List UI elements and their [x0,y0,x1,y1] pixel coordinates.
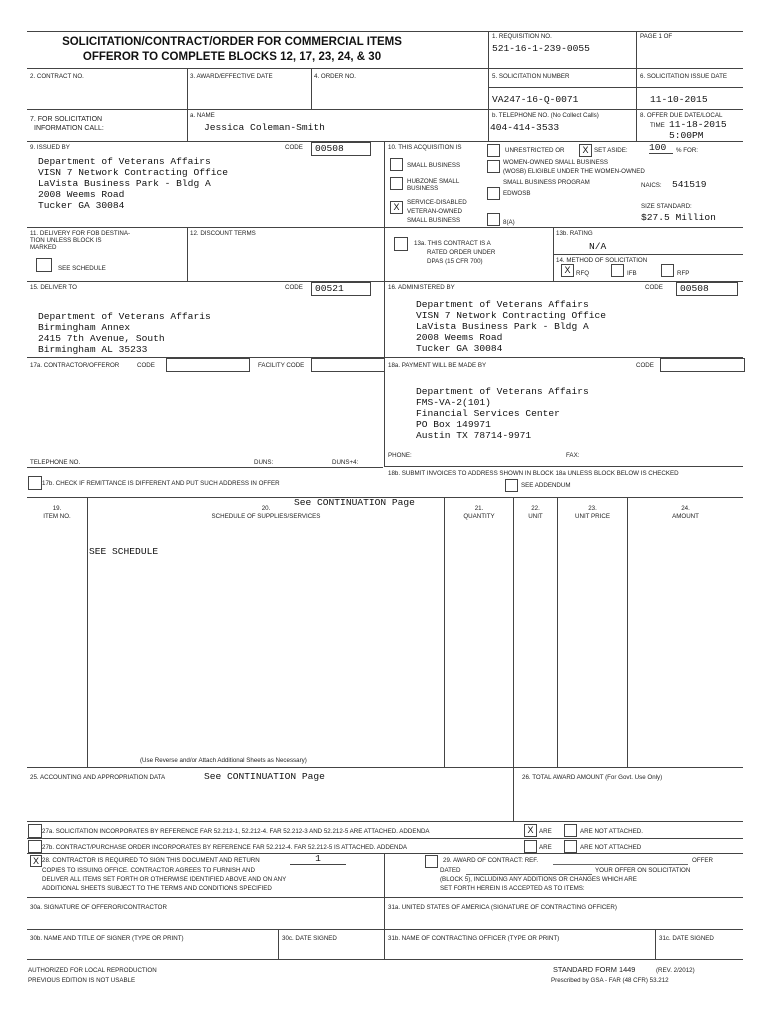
remittance-checkbox[interactable] [28,476,42,490]
sdvosb-label-1: SERVICE-DISABLED [407,199,467,206]
info-call-label-1: 7. FOR SOLICITATION [30,116,103,123]
wosb-label-1: WOMEN-OWNED SMALL BUSINESS [503,159,608,166]
admin-address-line: Department of Veterans Affairs [416,299,589,310]
clause-27b-text: 27b. CONTRACT/PURCHASE ORDER INCORPORATES BY REFERENCE FAR 52.212-4. FAR 52.212-5 IS ATTACHED. ADDENDA [42,844,408,851]
schedule-entry: SEE SCHEDULE [89,546,159,557]
rule [27,838,743,839]
rfq-label: RFQ [576,270,590,277]
small-business-label: SMALL BUSINESS [407,162,461,169]
rating-label: 13b. RATING [556,230,593,237]
deliver-code-box[interactable] [311,282,371,296]
award-29-line1: 29. AWARD OF CONTRACT: REF. [443,857,539,864]
rule [27,141,743,142]
edwosb-checkbox[interactable] [487,187,500,200]
deliver-code-value: 00521 [315,283,344,294]
rule [27,853,743,854]
continuation-page-note: See CONTINUATION Page [294,497,415,508]
telephone-value[interactable]: 404-414-3533 [490,122,560,133]
requisition-value[interactable]: 521-16-1-239-0055 [492,43,590,54]
signer-name-label: 30b. NAME AND TITLE OF SIGNER (TYPE OR PRINT) [30,935,184,942]
admin-code-box[interactable] [676,282,738,296]
edwosb-label: EDWOSB [503,190,531,197]
small-business-checkbox[interactable] [390,158,403,171]
issued-address-line: LaVista Business Park - Bldg A [38,178,211,189]
rated-label-3: DPAS (15 CFR 700) [427,258,483,265]
rule [488,87,743,88]
rule [27,227,743,228]
footer-prev: PREVIOUS EDITION IS NOT USABLE [28,977,136,984]
clause-27a-text: 27a. SOLICITATION INCORPORATES BY REFERENCE FAR 52.212-1, 52.212-4. FAR 52.212-3 AND 52.212-5 ARE ATTACHED. ADDENDA [42,828,430,835]
officer-name-label: 31b. NAME OF CONTRACTING OFFICER (TYPE OR PRINT) [388,935,560,942]
rule [87,497,88,767]
see-schedule-label: SEE SCHEDULE [58,265,106,272]
col-item-no-label: ITEM NO. [43,513,71,520]
rule [311,68,312,109]
rfp-label: RFP [677,270,690,277]
clause-28-line4: ADDITIONAL SHEETS SUBJECT TO THE TERMS AND CONDITIONS SPECIFIED [42,885,272,892]
dated-line[interactable] [466,874,592,875]
contractor-label: 17a. CONTRACTOR/OFFEROR [30,362,120,369]
form-title-line2: OFFEROR TO COMPLETE BLOCKS 12, 17, 23, 24, & 30 [82,51,382,63]
addenda-27a-not-checkbox[interactable] [564,824,577,837]
rule [384,853,385,959]
addenda-27a-are-checkbox[interactable]: X [524,824,537,837]
addenda-27b-not-label: ARE NOT ATTACHED [580,844,642,851]
set-aside-percent[interactable]: 100 [649,142,673,154]
contract-no-label: 2. CONTRACT NO. [30,73,84,80]
admin-code-label: CODE [645,284,663,291]
sdvosb-label-2: VETERAN-OWNED [407,208,463,215]
rule [655,929,656,959]
rating-value[interactable]: N/A [589,241,607,252]
rule [557,497,558,767]
sdvosb-checkbox[interactable]: X [390,201,403,214]
hubzone-label-2: BUSINESS [407,185,439,192]
addenda-27b-are-label: ARE [539,844,552,851]
rule [488,31,489,141]
award-29-line4: SET FORTH HEREIN IS ACCEPTED AS TO ITEMS: [440,885,585,892]
award-29-checkbox[interactable] [425,855,438,868]
rule [187,109,188,141]
your-offer-label: YOUR OFFER ON SOLICITATION [595,867,691,874]
dated-label: DATED [440,867,461,874]
remittance-label: 17b. CHECK IF REMITTANCE IS DIFFERENT AND PUT SUCH ADDRESS IN OFFER [42,480,280,487]
col-quantity-label: QUANTITY [463,513,495,520]
deliver-address-line: Birmingham Annex [38,322,131,333]
see-addendum-label: SEE ADDENDUM [521,482,571,489]
hubzone-checkbox[interactable] [390,177,403,190]
rule [27,821,743,822]
see-schedule-checkbox[interactable] [36,258,52,272]
payment-address-line: Department of Veterans Affairs [416,386,589,397]
rule [627,497,628,767]
rule [27,767,743,768]
accounting-value[interactable]: See CONTINUATION Page [204,771,325,782]
clause-28-line1: 28. CONTRACTOR IS REQUIRED TO SIGN THIS DOCUMENT AND RETURN [42,857,260,864]
rule [27,959,743,960]
administered-by-label: 16. ADMINISTERED BY [388,284,455,291]
size-standard-value[interactable]: $27.5 Million [641,212,716,223]
col-amount-num: 24. [681,505,690,512]
method-label: 14. METHOD OF SOLICITATION [556,257,648,264]
rated-label-2: RATED ORDER UNDER [427,249,496,256]
set-aside-checkbox[interactable]: X [579,144,592,157]
rule [27,897,743,898]
fob-label-3: MARKED [30,244,57,251]
rule [636,31,637,141]
facility-code-box[interactable] [311,358,385,372]
payment-address-line: Financial Services Center [416,408,560,419]
footer-auth: AUTHORIZED FOR LOCAL REPRODUCTION [28,967,157,974]
requisition-label: 1. REQUISITION NO. [492,33,552,40]
rated-label-1: 13a. THIS CONTRACT IS A [414,240,491,247]
contractor-code-box[interactable] [166,358,250,372]
issued-by-label: 9. ISSUED BY [30,144,70,151]
fax-label: FAX: [566,452,580,459]
issued-code-box[interactable] [311,142,371,156]
see-addendum-checkbox[interactable] [505,479,518,492]
addenda-27a-not-label: ARE NOT ATTACHED. [580,828,643,835]
col-amount-label: AMOUNT [672,513,699,520]
naics-label: NAICS: [641,182,662,189]
addenda-27a-are-label: ARE [539,828,552,835]
rated-order-checkbox[interactable] [394,237,408,251]
award-date-label: 3. AWARD/EFFECTIVE DATE [190,73,273,80]
unrestricted-checkbox[interactable] [487,144,500,157]
eight-a-label: 8(A) [503,219,515,226]
size-standard-label: SIZE STANDARD: [641,203,692,210]
signer-date-label: 30c. DATE SIGNED [282,935,337,942]
ifb-checkbox[interactable] [611,264,624,277]
col-unit-num: 22. [531,505,540,512]
deliver-address-line: Birmingham AL 35233 [38,344,148,355]
fob-label-2: TION UNLESS BLOCK IS [30,237,102,244]
name-label: a. NAME [190,112,215,119]
issued-address-line: VISN 7 Network Contracting Office [38,167,228,178]
phone-label: PHONE: [388,452,412,459]
clause-27b-checkbox[interactable] [28,840,42,853]
offer-label: OFFER [692,857,713,864]
signature-officer-label: 31a. UNITED STATES OF AMERICA (SIGNATURE OF CONTRACTING OFFICER) [388,904,617,911]
admin-address-line: 2008 Weems Road [416,332,503,343]
rfp-checkbox[interactable] [661,264,674,277]
issued-address-line: Tucker GA 30084 [38,200,125,211]
eight-a-checkbox[interactable] [487,213,500,226]
deliver-address-line: Department of Veterans Affaris [38,311,211,322]
offer-due-date[interactable]: 11-18-2015 [669,119,727,130]
rule [384,466,743,467]
duns-label: DUNS: [254,459,274,466]
footer-prescribed: Prescribed by GSA - FAR (48 CFR) 53.212 [551,977,669,984]
total-award-label: 26. TOTAL AWARD AMOUNT (For Govt. Use Only) [522,774,663,781]
rule [278,929,279,959]
payment-code-box[interactable] [660,358,745,372]
footer-revision: (REV. 2/2012) [656,967,695,974]
rule [513,497,514,767]
wosb-label-2: (WOSB) ELIGIBLE UNDER THE WOMEN-OWNED [503,168,645,175]
sdvosb-label-3: SMALL BUSINESS [407,217,461,224]
clause-28-line2: COPIES TO ISSUING OFFICE. CONTRACTOR AGREES TO FURNISH AND [42,867,255,874]
payment-label: 18a. PAYMENT WILL BE MADE BY [388,362,487,369]
footer-standard-form: STANDARD FORM 1449 [553,965,636,974]
issued-code-value: 00508 [315,143,344,154]
col-unit-price-num: 23. [588,505,597,512]
addenda-27b-are-checkbox[interactable] [524,840,537,853]
payment-address-line: FMS-VA-2(101) [416,397,491,408]
order-no-label: 4. ORDER NO. [314,73,356,80]
deliver-code-label: CODE [285,284,303,291]
rule [27,357,743,358]
rule [27,929,743,930]
award-ref-line[interactable] [553,864,688,865]
naics-value[interactable]: 541519 [672,179,707,190]
col-schedule-num: 20. [261,505,271,512]
col-unit-label: UNIT [528,513,543,520]
facility-code-label: FACILITY CODE [258,362,305,369]
rule [187,227,188,281]
rule [27,467,383,468]
rule [187,68,188,109]
offer-due-time[interactable]: 5:00PM [669,130,704,141]
duns4-label: DUNS+4: [332,459,359,466]
wosb-checkbox[interactable] [487,160,500,173]
issued-code-label: CODE [285,144,303,151]
payment-code-label: CODE [636,362,654,369]
solicitation-number-value[interactable]: VA247-16-Q-0071 [492,94,579,105]
discount-terms-label: 12. DISCOUNT TERMS [190,230,256,237]
officer-date-label: 31c. DATE SIGNED [659,935,714,942]
payment-address-line: Austin TX 78714-9971 [416,430,532,441]
percent-for-label: % FOR: [676,147,699,154]
issue-date-value[interactable]: 11-10-2015 [650,94,708,105]
issue-date-label: 6. SOLICITATION ISSUE DATE [640,73,727,80]
deliver-to-label: 15. DELIVER TO [30,284,77,291]
name-value[interactable]: Jessica Coleman-Smith [204,122,325,133]
deliver-address-line: 2415 7th Avenue, South [38,333,165,344]
fob-label-1: 11. DELIVERY FOR FOB DESTINA- [30,230,131,237]
rule [27,281,743,282]
form-title-line1: SOLICITATION/CONTRACT/ORDER FOR COMMERCIAL ITEMS [62,36,402,48]
addenda-27b-not-checkbox[interactable] [564,840,577,853]
submit-invoices-label: 18b. SUBMIT INVOICES TO ADDRESS SHOWN IN BLOCK 18a UNLESS BLOCK BELOW IS CHECKED [388,470,679,477]
schedule-footnote: (Use Reverse and/or Attach Additional Sheets as Necessary) [140,757,307,764]
admin-address-line: Tucker GA 30084 [416,343,503,354]
set-aside-label: SET ASIDE: [594,147,628,154]
acquisition-label: 10. THIS ACQUISITION IS [388,144,462,151]
col-unit-price-label: UNIT PRICE [575,513,610,520]
contractor-code-label: CODE [137,362,155,369]
col-schedule-label: SCHEDULE OF SUPPLIES/SERVICES [211,513,321,520]
offer-due-label: 8. OFFER DUE DATE/LOCAL [640,112,723,119]
col-quantity-num: 21. [474,505,484,512]
signature-offeror-label: 30a. SIGNATURE OF OFFEROR/CONTRACTOR [30,904,167,911]
rule [513,767,514,821]
rule [444,497,445,767]
award-29-line3: (BLOCK 5), INCLUDING ANY ADDITIONS OR CHANGES WHICH ARE [440,876,637,883]
admin-address-line: VISN 7 Network Contracting Office [416,310,606,321]
rfq-checkbox[interactable]: X [561,264,574,277]
col-item-no-num: 19. [52,505,62,512]
info-call-label-2: INFORMATION CALL: [34,125,104,132]
admin-code-value: 00508 [680,283,709,294]
solicitation-number-label: 5. SOLICITATION NUMBER [492,73,570,80]
telephone-no-label: TELEPHONE NO. [30,459,81,466]
page-label: PAGE 1 OF [640,33,673,40]
time-label: TIME [650,122,665,129]
issued-address-line: 2008 Weems Road [38,189,125,200]
rule [384,141,385,467]
hubzone-label-1: HUBZONE SMALL [407,178,460,185]
clause-28-line3: DELIVER ALL ITEMS SET FORTH OR OTHERWISE IDENTIFIED ABOVE AND ON ANY [42,876,287,883]
unrestricted-label: UNRESTRICTED OR [505,147,565,154]
issued-address-line: Department of Veterans Affairs [38,156,211,167]
accounting-label: 25. ACCOUNTING AND APPROPRIATION DATA [30,774,166,781]
telephone-label: b. TELEPHONE NO. (No Collect Calls) [492,112,599,119]
clause-27a-checkbox[interactable] [28,824,42,838]
copies-value[interactable]: 1 [290,853,346,865]
payment-address-line: PO Box 149971 [416,419,491,430]
rule [553,254,743,255]
clause-28-checkbox[interactable]: X [30,855,42,867]
wosb-label-3: SMALL BUSINESS PROGRAM [503,179,590,186]
ifb-label: IFB [627,270,637,277]
admin-address-line: LaVista Business Park - Bldg A [416,321,589,332]
